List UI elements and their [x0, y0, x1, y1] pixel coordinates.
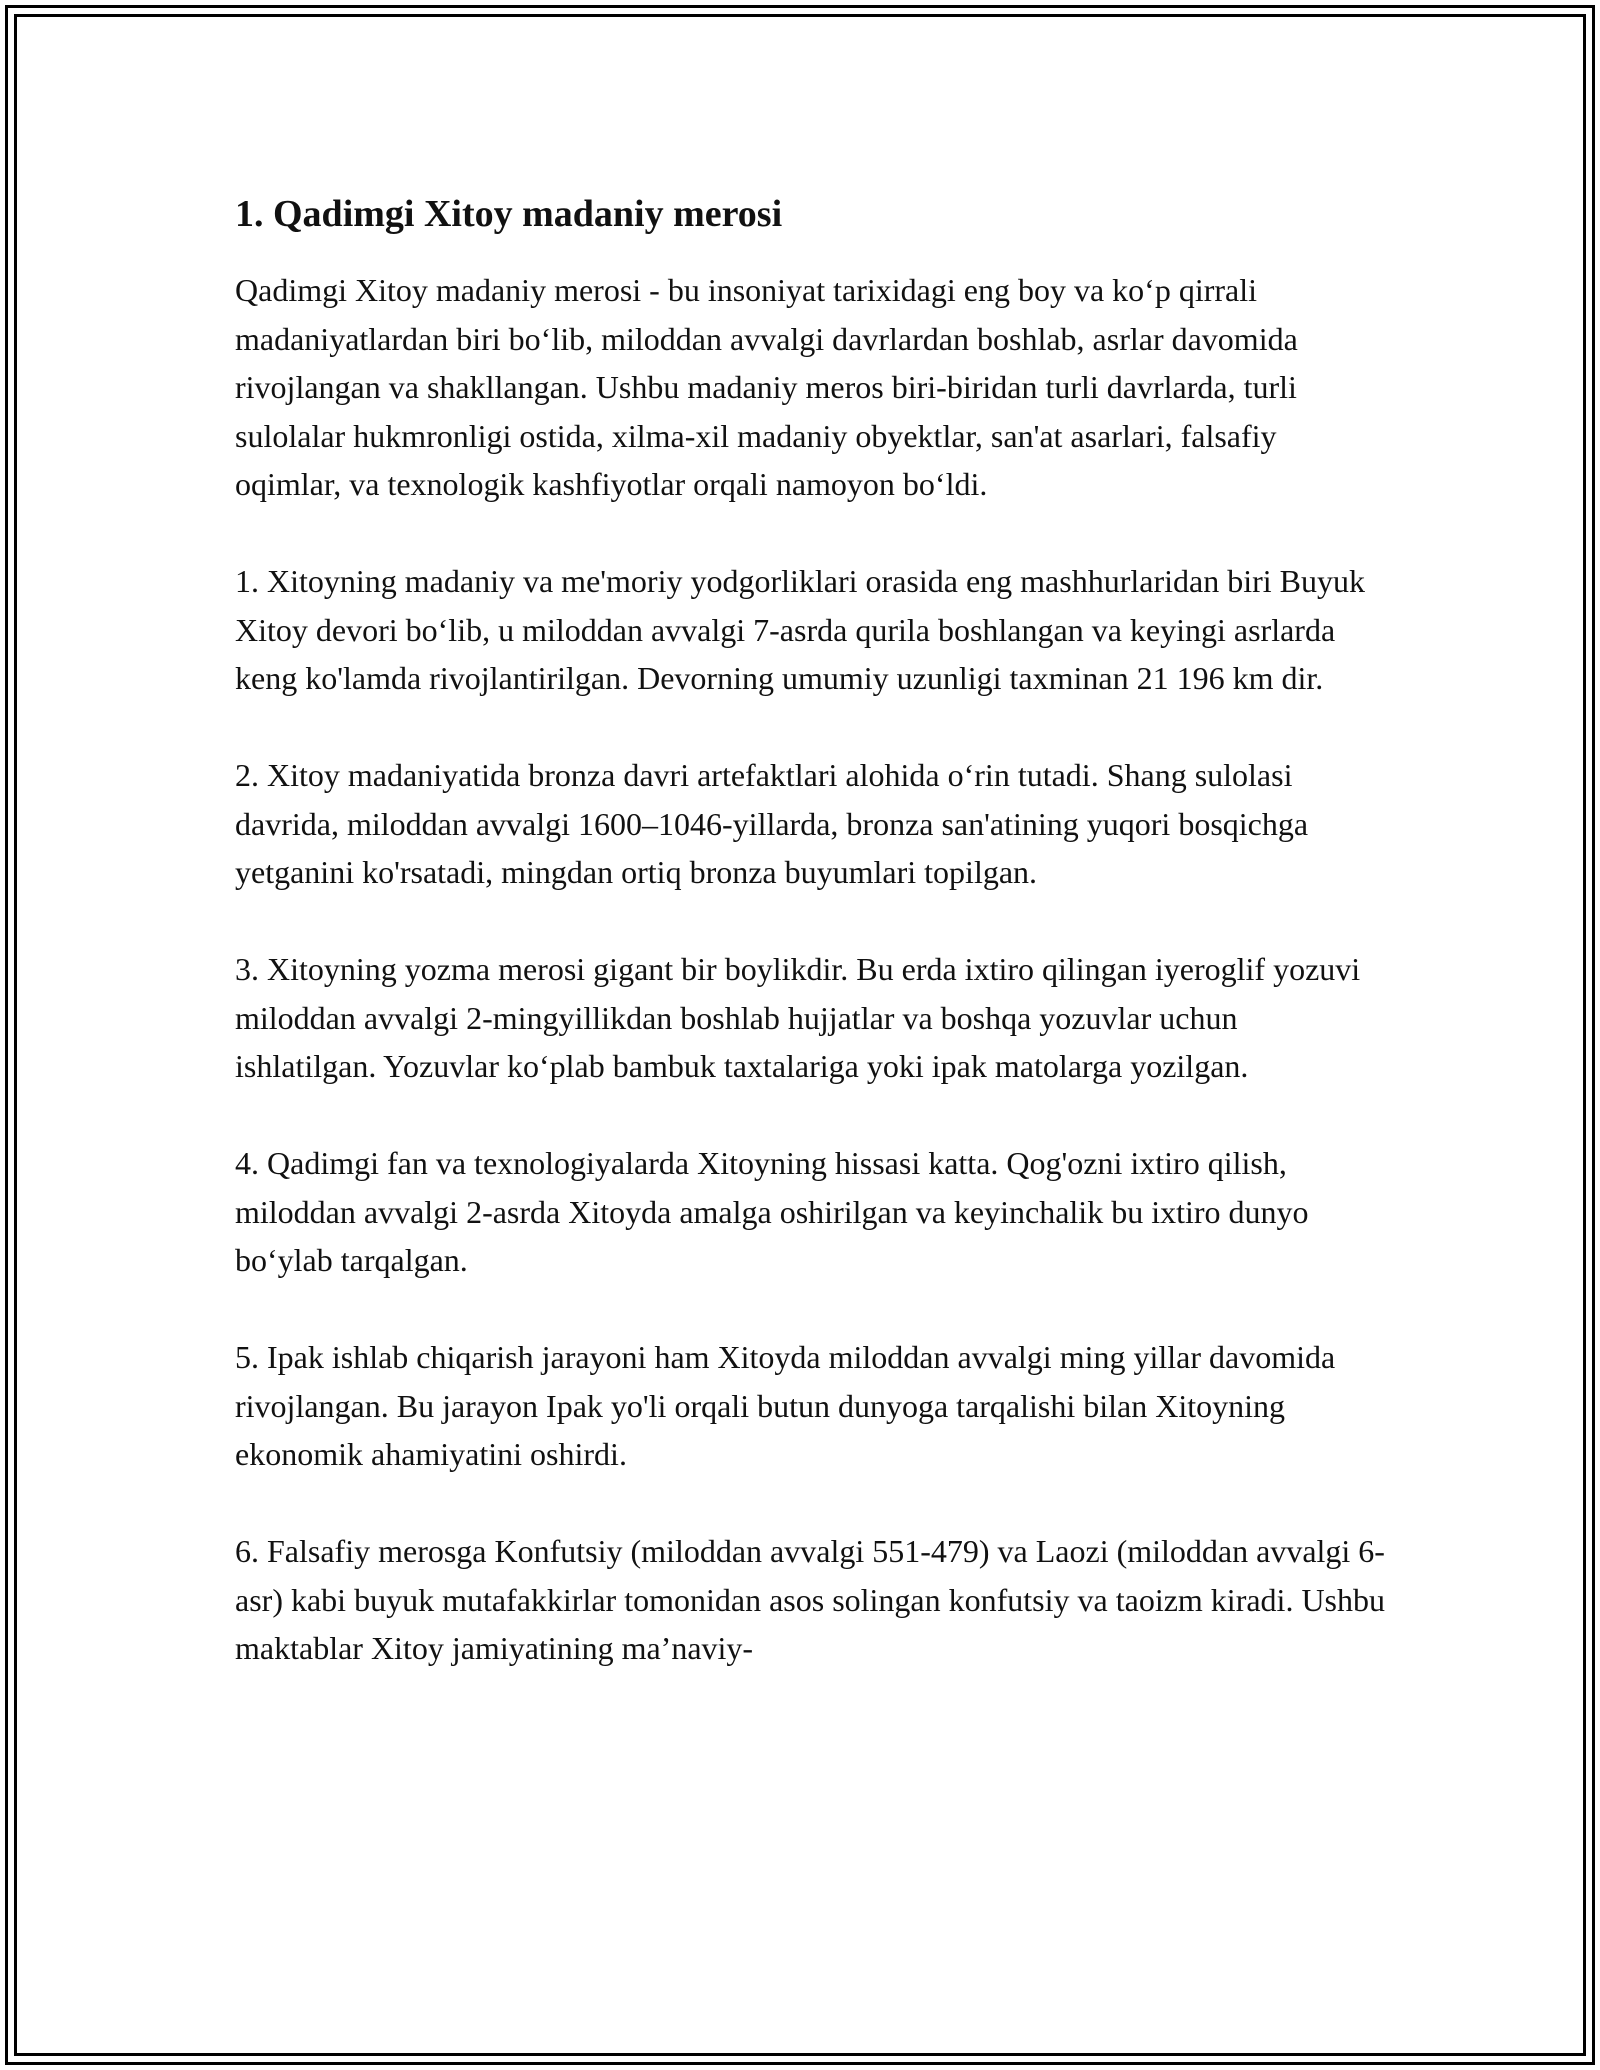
paragraph-written-heritage: 3. Xitoyning yozma merosi gigant bir boylikdir. Bu erda ixtiro qilingan iyeroglif yozuvi miloddan avvalgi 2-mingyillikdan boshlab hujjatlar va boshqa yozuvlar uchun ishlatilgan. Yozuvlar ko‘plab bambuk taxtalariga yoki ipak matolarga yozilgan. [235, 951, 1361, 1084]
paragraph-great-wall: 1. Xitoyning madaniy va me'moriy yodgorliklari orasida eng mashhurlaridan biri Buyuk Xitoy devori bo‘lib, u miloddan avvalgi 7-asrda qurila boshlangan va keyingi asrlarda keng ko'lamda rivojlantirilgan. Devorning umumiy uzunligi taxminan 21 196 km dir. [235, 563, 1365, 696]
paragraph-bronze-age: 2. Xitoy madaniyatida bronza davri artefaktlari alohida o‘rin tutadi. Shang sulolasi davrida, miloddan avvalgi 1600–1046-yillarda, bronza san'atining yuqori bosqichga yetganini ko'rsatadi, mingdan ortiq bronza buyumlari topilgan. [235, 757, 1309, 890]
document-body [235, 190, 1385, 1721]
intro-paragraph: Qadimgi Xitoy madaniy merosi - bu insoniyat tarixidagi eng boy va ko‘p qirrali madaniyatlardan biri bo‘lib, miloddan avvalgi davrlardan boshlab, asrlar davomida rivojlangan va shakllangan. Ushbu madaniy meros biri-biridan turli davrlarda, turli sulolalar hukmronligi ostida, xilma-xil madaniy obyektlar, san'at asarlari, falsafiy oqimlar, va texnologik kashfiyotlar orqali namoyon bo‘ldi. [235, 272, 1298, 502]
paragraph-philosophy: 6. Falsafiy merosga Konfutsiy (miloddan avvalgi 551-479) va Laozi (miloddan avvalgi 6-asr) kabi buyuk mutafakkirlar tomonidan asos solingan konfutsiy va taoizm kiradi. Ushbu maktablar Xitoy jamiyatining ma’naviy- [235, 1533, 1385, 1666]
paragraph-science-technology: 4. Qadimgi fan va texnologiyalarda Xitoyning hissasi katta. Qog'ozni ixtiro qilish, miloddan avvalgi 2-asrda Xitoyda amalga oshirilgan va keyinchalik bu ixtiro dunyo bo‘ylab tarqalgan. [235, 1145, 1309, 1278]
section-heading: 1. Qadimgi Xitoy madaniy merosi [235, 193, 783, 235]
paragraph-silk-production: 5. Ipak ishlab chiqarish jarayoni ham Xitoyda miloddan avvalgi ming yillar davomida rivojlangan. Bu jarayon Ipak yo'li orqali butun dunyoga tarqalishi bilan Xitoyning ekonomik ahamiyatini oshirdi. [235, 1339, 1336, 1472]
